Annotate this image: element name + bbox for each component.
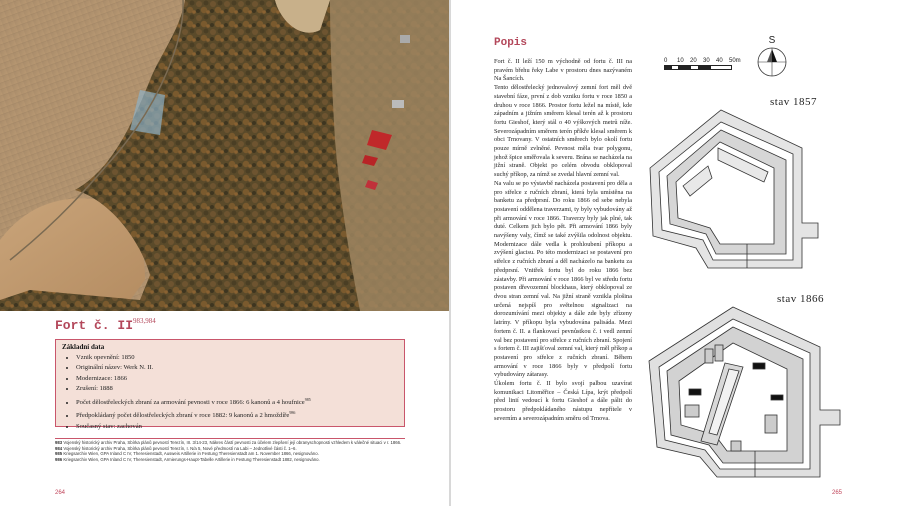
basic-data-box (55, 339, 405, 430)
paragraph: Úkolem fortu č. II bylo svojí palbou uzavírat komunikaci Litoměřice – Česká Lípa, krýt předpolí před linií vedoucí k fortu Gieshof a dále pálit do prostoru předpokládaného nástupu nepřítele v severním a severozápadním směru od Trnova. (494, 380, 632, 422)
data-item-text: Současný stav: zachován (76, 422, 142, 430)
data-item-text: Zrušení: 1888 (76, 385, 113, 393)
fort-title-text: Fort č. II (55, 318, 134, 333)
data-item-text: Vznik opevnění: 1850 (76, 354, 135, 361)
data-item (76, 422, 398, 432)
scale-bar (664, 58, 742, 70)
data-item-text: Počet dělostřeleckých zbraní za armování pevnosti v roce 1866: 6 kanonů a 4 houfnice (76, 398, 305, 406)
paragraph: Fort č. II leží 150 m východně od fortu č. III na pravém břehu řeky Labe v prostoru dnes nazývaném Na Šancích. (494, 58, 632, 83)
left-page (0, 0, 449, 506)
footnote-number: 984 (55, 445, 63, 451)
data-item (76, 363, 398, 373)
compass-rose (756, 36, 788, 83)
data-item (76, 374, 398, 384)
fort-plan-1866 (645, 305, 855, 485)
data-item-text: Originální název: Werk N. II. (76, 364, 154, 372)
footnote-number: 983 (55, 440, 63, 445)
data-item-text: Modernizace: 1866 (76, 374, 128, 382)
scale-segments (664, 65, 732, 70)
footnote (55, 457, 410, 463)
plan-label-1857: stav 1857 (770, 96, 817, 108)
data-item (76, 395, 398, 409)
footnote-text: Kriegsarchiv Wien, GPA Inland C IV, Theresienstadt, Ausweis Artillerie in Festung Theresienstadt am 1. November 1866, nesignováno. (63, 451, 319, 457)
data-item-text: Předpokládaný počet dělostřeleckých zbraní v roce 1882: 9 kanonů a 2 hmoždíře (76, 412, 290, 420)
scale-label: 10 (677, 58, 684, 64)
data-item (76, 353, 398, 363)
fort-plan-1857 (648, 108, 848, 278)
footnote-ref[interactable]: 985 (304, 396, 311, 402)
paragraph: Tento dělostřelecký jednovalový zemní fort měl dvě stavební fáze, první z dob vzniku fortu v roce 1850 a druhou v roce 1866. Prostor fortu ležel na místě, kde západním a jižním směrem klesal terén až k prostoru fortu Gieshof, který stál o 40 výškových metrů níže. Severozápadním směrem terén příkře klesal směrem k obci Trnovany. V ostatních směrech bylo okolí fortu pouze mírně zvlněné. Pevnost měla tvar polygonu, jehož špice směřovala k severu. Brána se nacházela na jižní straně. Objekt po celém obvodu obklopoval suchý příkop, za nímž se zvedal hlavní zemní val. (494, 84, 632, 179)
page-number-right: 265 (832, 490, 843, 496)
footnote-ref[interactable]: 986 (289, 410, 296, 416)
data-item (76, 408, 398, 422)
footnote-divider (55, 438, 405, 439)
plan-label-1866: stav 1866 (777, 293, 824, 305)
footnote-text: Vojenský historický archiv Praha, Sbírka plánů pevností Terezín, III. 3/14-23, Nákres částí pevnosti za účelem zlepšení její obranyschopnosti vzhledem k válečné situaci v r. 1866. (63, 440, 402, 445)
basic-data-heading: Základní data (62, 343, 105, 351)
data-item (76, 384, 398, 394)
scale-labels (664, 58, 742, 64)
section-heading-popis: Popis (494, 37, 528, 49)
footnote-text: Kriegsarchiv Wien, GPA Inland C IV, Theresienstadt, Armierungs-Haupt-Tabelle Artillerie in Festung Theresienstadt 1882, nesignováno. (63, 456, 320, 462)
page-number-left: 264 (55, 490, 66, 496)
footnote-text: Vojenský historický archiv Praha, Sbírka plánů pevností Terezín, I. N/a 5, Nové předmostí na Labi – Jednotlivé části č. 1–6. (63, 445, 297, 451)
title-footnote-refs[interactable]: 983,984 (133, 317, 156, 325)
fort-title (55, 318, 156, 333)
compass-icon (756, 46, 788, 78)
compass-label: S (768, 35, 776, 46)
scale-label: 50m (729, 58, 741, 64)
footnotes (55, 440, 410, 462)
footnote-number: 986 (55, 456, 63, 462)
scale-label: 0 (664, 58, 668, 64)
paragraph: Na valu se po výstavbě nacházela postavení pro děla a pro střelce z ručních zbraní, která byla umístěna na banketu za předprsní. Do roku 1866 od sebe nebyla postavení oddělena traverzami, ty byly vybudovány až při armování v roce 1866. Traverzy byly jak plné, tak duté. Celkem jich bylo pět. Při armování 1866 byly navýšeny valy, čímž se také zvýšila odolnost objektu. Modernizace dále vedla k prohloubení příkopu a zvýšení glacisu. Po této modernizaci se postavení pro střelce z ručních zbraní a děl nacházelo na banketu za předprsní. Vnitřek fortu byl do roku 1866 bez zástavby. Při armování v roce 1866 byl ve středu fortu postaven dřevozemní blockhaus, který obklopoval ze dvou stran zemní val. Na jižní straně vznikla plošina určená nejspíš pro světelnou signalizaci na dorozumívání mezi objekty a dále zde byly zřízeny latríny. V příkopu byla vybudována palisáda. Mezi fortem č. II. a flankovací pevnůstkou č. i vedl zemní val bez postavení pro střelce z ručních zbraní. Spojení s fortem č. III zajišťoval zemní val, který měl příkop a postavení pro střelce z ručních zbraní. Během armování v roce 1866 byly v předpolí fortu vybudovány zátarasy. (494, 179, 632, 379)
footnote-number: 985 (55, 451, 63, 457)
basic-data-list (62, 353, 398, 432)
scale-label: 20 (690, 58, 697, 64)
scale-label: 30 (703, 58, 710, 64)
description-text (494, 58, 632, 424)
aerial-photo (0, 0, 449, 311)
scale-label: 40 (716, 58, 723, 64)
